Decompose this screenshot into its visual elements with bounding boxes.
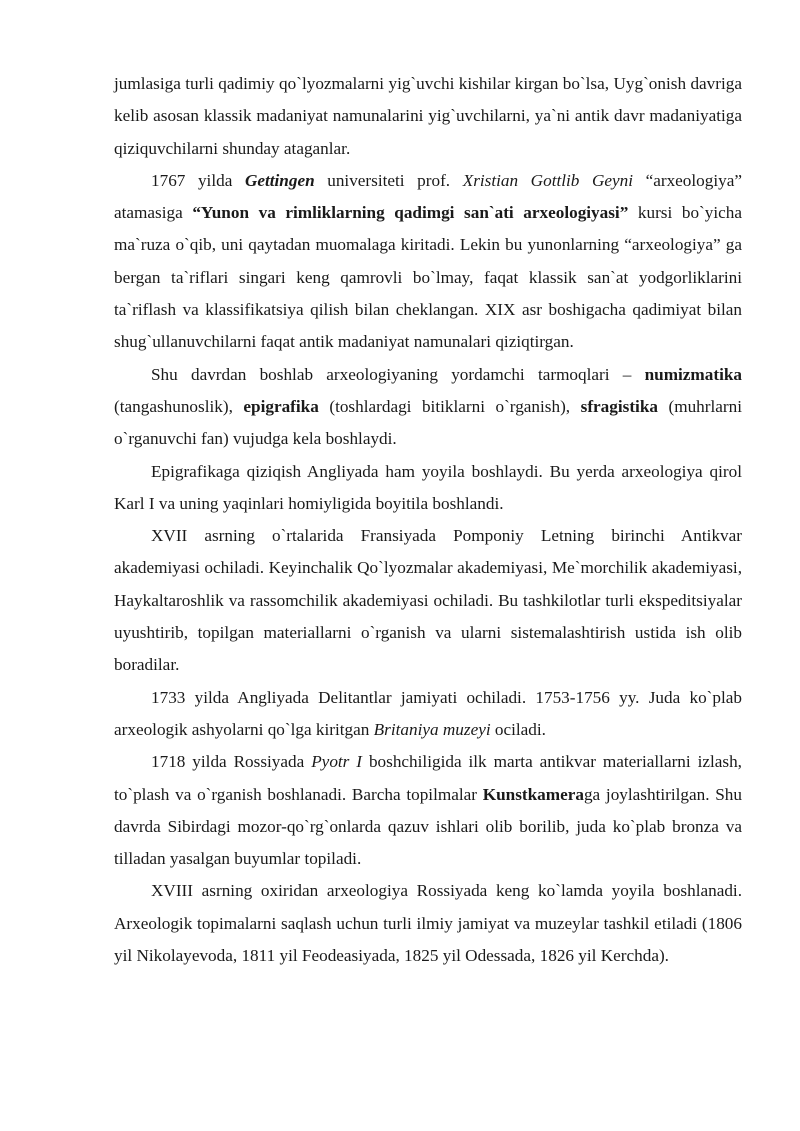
emphasis-gettingen: Gettingen (244, 170, 315, 190)
text-run: 1733 yilda Angliyada Delitantlar jamiyati ochiladi. 1753-1756 yy. Juda ko`plab arxeologik ashyolarni qo`lga kiritgan (114, 687, 742, 739)
text-run: kursi bo`yicha ma`ruza o`qib, uni qaytadan muomalaga kiritadi. Lekin bu yunonlarning “arxeologiya” ga bergan ta`riflari singari keng qamrovli bo`lmay, faqat klassik san`at yodgorliklarini ta`riflash va klassifikatsiya qilish bilan cheklangan. XIX asr boshigacha qadimiyat bilan shug`ullanuvchilarni faqat antik madaniyat namunalari qiziqtirgan. (114, 203, 742, 352)
text-run: (toshlardagi bitiklarni o`rganish), (318, 396, 581, 416)
text-run: XVIII asrning oxiridan arxeologiya Rossiyada keng ko`lamda yoyila boshlanadi. Arxeologik topimalarni saqlash uchun turli ilmiy jamiyat va muzeylar tashkil etiladi (1806 yil Nikolayevoda, 1811 yil Feodeasiyada, 1825 yil Odessada, 1826 yil Kerchda). (114, 881, 742, 966)
paragraph-8 (114, 875, 742, 972)
paragraph-5 (114, 520, 742, 681)
paragraph-3 (114, 359, 742, 456)
paragraph-4 (114, 456, 742, 521)
text-run: “arxeologiya” atamasiga (114, 170, 742, 223)
paragraph-7 (114, 746, 742, 875)
emphasis-kunstkamera: Kunstkamera (482, 784, 584, 804)
paragraph-1 (114, 68, 742, 165)
text-run: Epigrafikaga qiziqish Angliyada ham yoyila boshlaydi. Bu yerda arxeologiya qirol Karl I va uning yaqinlari homiyligida boyitila boshlandi. (114, 461, 742, 513)
text-run: XVII asrning o`rtalarida Fransiyada Pomponiy Letning birinchi Antikvar akademiyasi ochiladi. Keyinchalik Qo`lyozmalar akademiyasi, Me`morchilik akademiyasi, Haykaltaroshlik va rassomchilik akademiyasi ochiladi. Bu tashkilotlar turli ekspeditsiyalar uyushtirib, topilgan materiallarni o`rganish va ularni sistemalashtirish ustida ish olib boradilar. (114, 526, 742, 675)
text-run: Shu davrdan boshlab arxeologiyaning yordamchi tarmoqlari – (151, 364, 645, 384)
text-run: ociladi. (490, 719, 546, 739)
text-run: jumlasiga turli qadimiy qo`lyozmalarni yig`uvchi kishilar kirgan bo`lsa, Uyg`onish davriga kelib asosan klassik madaniyat namunalarini yig`uvchilarni, ya`ni antik davr madaniyatiga qiziquvchilarni shunday ataganlar. (114, 74, 742, 158)
text-run: boshchiligida ilk marta antikvar materiallarni izlash, to`plash va o`rganish boshlanadi. Barcha topilmalar (114, 752, 742, 804)
text-run: 1718 yilda Rossiyada (151, 752, 312, 772)
paragraph-6 (114, 682, 742, 747)
text-run: (muhrlarni o`rganuvchi fan) vujudga kela boshlaydi. (114, 396, 742, 449)
text-run: universiteti prof. (314, 170, 463, 190)
text-run: (tangashunoslik), (114, 396, 244, 416)
text-run: 1767 yilda (151, 170, 245, 190)
emphasis-sfragistika: sfragistika (580, 396, 658, 416)
emphasis-britaniya-muzeyi: Britaniya muzeyi (373, 719, 491, 739)
emphasis-numizmatika: numizmatika (644, 364, 742, 384)
paragraph-2 (114, 165, 742, 359)
document-page (114, 68, 742, 972)
text-run: ga joylashtirilgan. Shu davrda Sibirdagi mozor-qo`rg`onlarda qazuv ishlari olib borilib, juda ko`plab bronza va tilladan yasalgan buyumlar topiladi. (114, 784, 742, 869)
emphasis-course-title: “Yunon va rimliklarning qadimgi san`ati arxeologiyasi” (192, 203, 629, 223)
emphasis-pyotr: Pyotr I (311, 752, 363, 772)
emphasis-epigrafika: epigrafika (243, 396, 319, 416)
emphasis-geyni: Xristian Gottlib Geyni (462, 170, 634, 190)
